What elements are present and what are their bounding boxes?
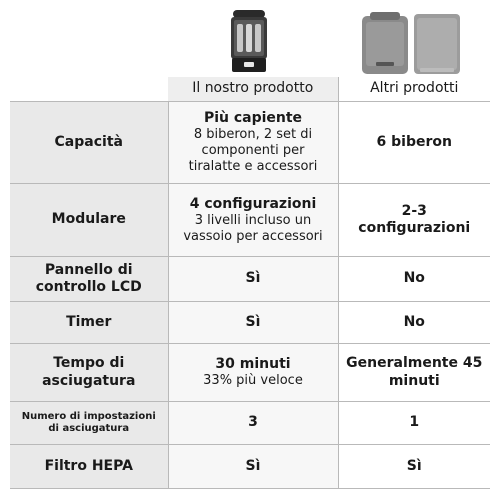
other-tempo-line-2: minuti <box>388 372 440 389</box>
our-hepa <box>168 445 338 489</box>
our-product-image <box>229 8 269 76</box>
our-capacita-detail-2: componenti per <box>201 143 305 159</box>
header-empty-cell <box>10 77 168 102</box>
table-header-row <box>10 77 490 102</box>
row-label-lcd <box>10 257 168 302</box>
comparison-table <box>10 77 490 489</box>
row-label-hepa: Filtro HEPA <box>10 445 168 489</box>
our-impostazioni-value: 3 <box>248 414 258 431</box>
our-capacita-detail-1: 8 biberon, 2 set di <box>193 127 313 143</box>
table-row <box>10 344 490 402</box>
header-our-product: Il nostro prodotto <box>168 77 338 102</box>
our-lcd <box>168 257 338 302</box>
other-hepa-value: Sì <box>406 457 422 474</box>
table-row <box>10 102 490 184</box>
table-row <box>10 257 490 302</box>
our-timer-value: Sì <box>245 313 261 330</box>
other-lcd-value: No <box>403 270 425 287</box>
table-row <box>10 184 490 257</box>
row-label-lcd-line-2: controllo LCD <box>35 279 142 295</box>
row-label-tempo <box>10 344 168 402</box>
other-impostazioni-value: 1 <box>409 414 420 431</box>
row-label-tempo-line-2: asciugatura <box>42 372 136 389</box>
other-impostazioni <box>338 402 490 445</box>
our-hepa-value: Sì <box>245 457 261 474</box>
other-tempo <box>338 344 490 402</box>
our-modulare-detail-1: 3 livelli incluso un <box>194 212 312 228</box>
row-label-impostazioni-line-2: di asciugatura <box>48 423 130 434</box>
other-capacita-text: 6 biberon <box>376 133 452 150</box>
our-modulare-title: 4 configurazioni <box>189 195 317 212</box>
our-capacita <box>168 102 338 184</box>
other-modulare-line-2: configurazioni <box>358 220 471 236</box>
other-modulare-line-1: 2-3 <box>401 202 427 219</box>
other-capacita <box>338 102 490 184</box>
other-hepa <box>338 445 490 489</box>
table-row <box>10 402 490 445</box>
row-label-timer: Timer <box>10 302 168 344</box>
row-label-lcd-line-1: Pannello di <box>44 261 133 278</box>
other-lcd <box>338 257 490 302</box>
table-row <box>10 302 490 344</box>
other-tempo-line-1: Generalmente 45 <box>346 355 483 372</box>
row-label-impostazioni-line-1: Numero di impostazioni <box>21 410 156 422</box>
our-tempo-title: 30 minuti <box>215 356 291 373</box>
other-products-image <box>360 10 462 76</box>
header-other-products: Altri prodotti <box>338 77 490 102</box>
our-capacita-detail-3: tiralatte e accessori <box>188 158 318 174</box>
row-label-modulare: Modulare <box>10 184 168 257</box>
our-modulare-detail-2: vassoio per accessori <box>183 228 323 244</box>
our-impostazioni <box>168 402 338 445</box>
our-tempo-detail: 33% più veloce <box>203 373 303 389</box>
row-label-tempo-line-1: Tempo di <box>53 355 125 372</box>
row-label-capacita: Capacità <box>10 102 168 184</box>
other-modulare <box>338 184 490 257</box>
row-label-impostazioni <box>10 402 168 445</box>
other-timer-value: No <box>403 313 425 330</box>
table-row <box>10 445 490 489</box>
our-modulare <box>168 184 338 257</box>
our-tempo <box>168 344 338 402</box>
our-timer <box>168 302 338 344</box>
our-lcd-value: Sì <box>245 270 261 287</box>
our-capacita-title: Più capiente <box>203 110 303 127</box>
other-timer <box>338 302 490 344</box>
